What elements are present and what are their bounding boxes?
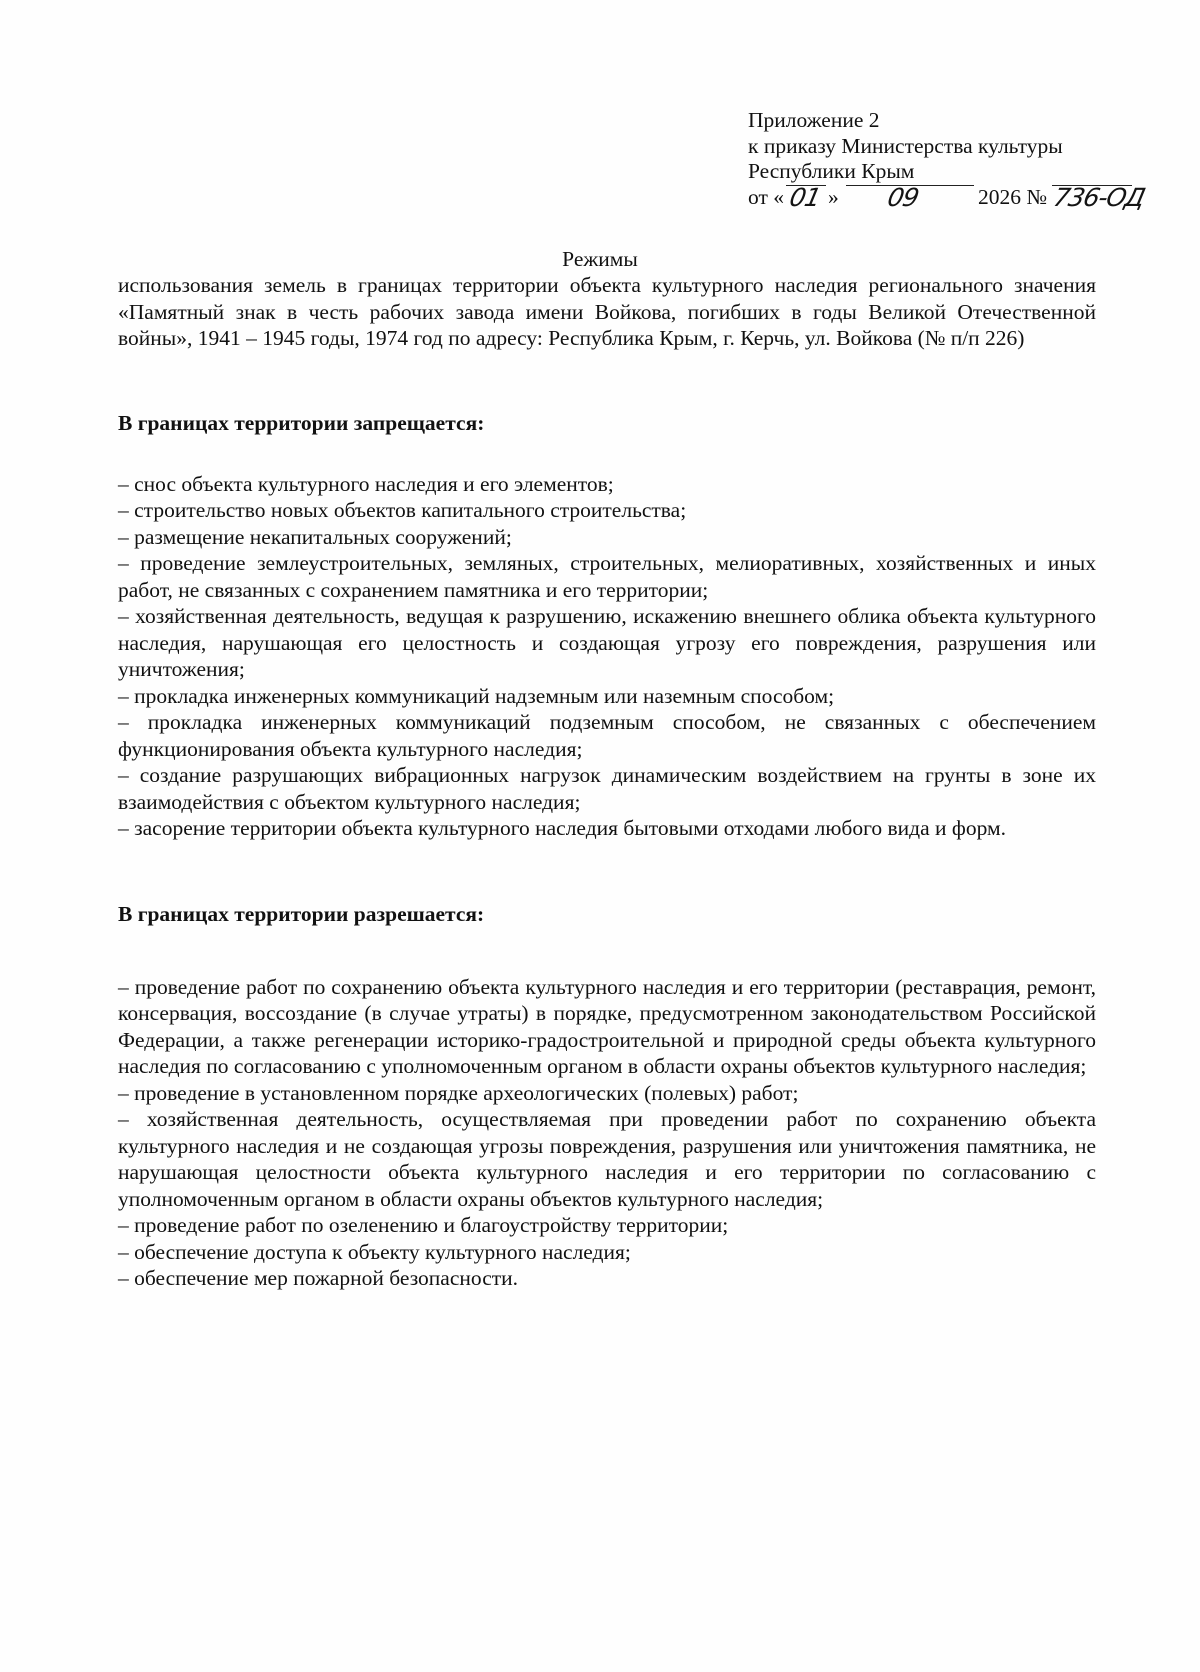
list-item: – проведение в установленном порядке археологических (полевых) работ; — [118, 1080, 799, 1105]
list-item: – строительство новых объектов капитального строительства; — [118, 498, 687, 522]
prohibited-list — [118, 471, 1096, 842]
appendix-ministry: Республики Крым — [748, 159, 915, 183]
order-number-handwritten: 736-ОД — [1050, 182, 1148, 212]
list-item: – обеспечение доступа к объекту культурного наследия; — [118, 1239, 631, 1264]
date-prefix: от « — [748, 184, 784, 209]
list-item: – обеспечение мер пожарной безопасности. — [118, 1266, 519, 1290]
appendix-title: Приложение 2 — [748, 108, 880, 132]
prohibited-section — [118, 410, 1096, 842]
list-item: – проведение работ по озеленению и благоустройству территории; — [118, 1213, 729, 1237]
appendix-order-ref: к приказу Министерства культуры — [748, 133, 1063, 158]
list-item: – хозяйственная деятельность, ведущая к разрушению, искажению внешнего облика объекта культурного наследия, нарушающая его целостность и создающая угрозу его повреждения, разрушения или уничтожения; — [118, 604, 1096, 681]
date-month-handwritten: 09 — [884, 182, 921, 212]
list-item: – создание разрушающих вибрационных нагрузок динамическим воздействием на грунты в зоне их взаимодействия с объектом культурного наследия; — [118, 763, 1096, 814]
date-day-handwritten: 01 — [786, 182, 823, 212]
list-item: – проведение работ по сохранению объекта культурного наследия и его территории (реставрация, ремонт, консервация, воссоздание (в случае утраты) в порядке, предусмотренном законодательством Российской Федерации, а также регенерации историко-градостроительной и природной среды объекта культурного наследия по согласованию с уполномоченным органом в области охраны объектов культурного наследия; — [118, 974, 1096, 1078]
document-subtitle: использования земель в границах территории объекта культурного наследия регионального значения «Памятный знак в честь рабочих завода имени Войкова, погибших в годы Великой Отечественной войны», 1941 – 1945 годы, 1974 год по адресу: Республика Крым, г. Керчь, ул. Войкова (№ п/п 226) — [118, 273, 1096, 350]
prohibited-heading: В границах территории запрещается: — [118, 411, 485, 435]
list-item: – засорение территории объекта культурного наследия бытовыми отходами любого вида и форм. — [118, 816, 1006, 840]
list-item: – проведение землеустроительных, земляных, строительных, мелиоративных, хозяйственных и иных работ, не связанных с сохранением памятника и его территории; — [118, 551, 1096, 602]
allowed-heading: В границах территории разрешается: — [118, 902, 485, 926]
list-item: – прокладка инженерных коммуникаций надземным или наземным способом; — [118, 683, 835, 708]
date-year: 2026 № — [978, 184, 1047, 209]
order-date-line — [748, 182, 1168, 212]
list-item: – снос объекта культурного наследия и его элементов; — [118, 471, 614, 496]
list-item: – размещение некапитальных сооружений; — [118, 524, 512, 549]
allowed-list — [118, 974, 1096, 1292]
appendix-reference — [748, 108, 1168, 211]
list-item: – хозяйственная деятельность, осуществляемая при проведении работ по сохранению объекта культурного наследия и не создающая угрозы повреждения, разрушения или уничтожения памятника, не нарушающая целостности объекта культурного наследия и его территории по согласованию с уполномоченным органом в области охраны объектов культурного наследия; — [118, 1107, 1096, 1211]
list-item: – прокладка инженерных коммуникаций подземным способом, не связанных с обеспечением функционирования объекта культурного наследия; — [118, 710, 1096, 761]
allowed-section — [118, 901, 1096, 1292]
document-title: Режимы — [562, 247, 638, 271]
date-mid: » — [828, 184, 839, 209]
